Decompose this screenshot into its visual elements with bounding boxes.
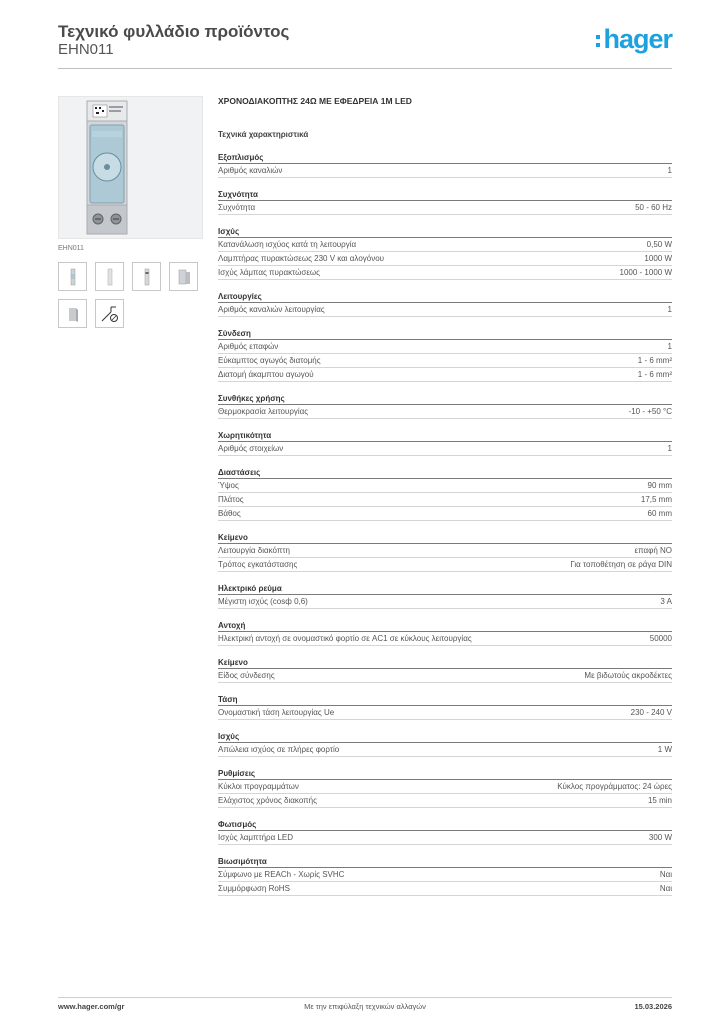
spec-value: 1 <box>667 305 672 314</box>
thumbnail-back-view[interactable] <box>132 262 161 291</box>
footer-website-link[interactable]: www.hager.com/gr <box>58 1002 125 1011</box>
spec-section-title: Εξοπλισμός <box>218 152 672 164</box>
product-image[interactable] <box>58 96 203 239</box>
spec-value: 50000 <box>649 634 672 643</box>
document-title: Τεχνικό φυλλάδιο προϊόντος <box>58 22 290 41</box>
spec-value: 1 <box>667 444 672 453</box>
spec-section-title: Σύνδεση <box>218 328 672 340</box>
spec-value: Κύκλος προγράμματος: 24 ώρες <box>557 782 672 791</box>
spec-section <box>218 532 672 572</box>
spec-value: 0,50 W <box>646 240 672 249</box>
spec-section <box>218 430 672 456</box>
spec-section <box>218 467 672 521</box>
spec-row <box>218 882 672 896</box>
spec-row <box>218 303 672 317</box>
footer-notice: Με την επιφύλαξη τεχνικών αλλαγών <box>304 1002 426 1011</box>
spec-value: Ναι <box>659 884 672 893</box>
spec-section-title: Κείμενο <box>218 657 672 669</box>
spec-value: 1000 - 1000 W <box>619 268 672 277</box>
logo-colon-icon <box>596 31 601 49</box>
spec-section <box>218 328 672 382</box>
spec-value: 1000 W <box>644 254 672 263</box>
features-title: Τεχνικά χαρακτηριστικά <box>218 130 309 139</box>
spec-row <box>218 405 672 419</box>
spec-label: Βάθος <box>218 509 241 518</box>
spec-label: Λαμπτήρας πυρακτώσεως 230 V και αλογόνου <box>218 254 385 263</box>
spec-label: Διατομή άκαμπτου αγωγού <box>218 370 314 379</box>
spec-row <box>218 201 672 215</box>
spec-label: Απώλεια ισχύος σε πλήρες φορτίο <box>218 745 340 754</box>
spec-section <box>218 731 672 757</box>
spec-label: Θερμοκρασία λειτουργίας <box>218 407 309 416</box>
spec-section-title: Διαστάσεις <box>218 467 672 479</box>
spec-label: Κύκλοι προγραμμάτων <box>218 782 299 791</box>
spec-row <box>218 868 672 882</box>
spec-section <box>218 694 672 720</box>
spec-row <box>218 479 672 493</box>
spec-section-title: Φωτισμός <box>218 819 672 831</box>
spec-label: Συμμόρφωση RoHS <box>218 884 290 893</box>
spec-row <box>218 780 672 794</box>
spec-section <box>218 819 672 845</box>
spec-label: Αριθμός καναλιών <box>218 166 283 175</box>
spec-row <box>218 544 672 558</box>
spec-label: Αριθμός στοιχείων <box>218 444 284 453</box>
spec-label: Ισχύς λαμπτήρα LED <box>218 833 294 842</box>
spec-value: Με βιδωτούς ακροδέκτες <box>584 671 672 680</box>
hager-logo: hager <box>596 24 672 55</box>
spec-section-title: Κείμενο <box>218 532 672 544</box>
spec-row <box>218 595 672 609</box>
spec-row <box>218 354 672 368</box>
spec-label: Ισχύς λάμπας πυρακτώσεως <box>218 268 321 277</box>
spec-section-title: Ρυθμίσεις <box>218 768 672 780</box>
spec-label: Ονομαστική τάση λειτουργίας Ue <box>218 708 335 717</box>
spec-section-title: Ισχύς <box>218 731 672 743</box>
specifications-column <box>218 96 672 907</box>
spec-value: Για τοποθέτηση σε ράγα DIN <box>570 560 672 569</box>
spec-value: 90 mm <box>647 481 672 490</box>
spec-row <box>218 266 672 280</box>
thumbnail-gallery <box>58 262 203 328</box>
spec-section <box>218 226 672 280</box>
spec-section-title: Ισχύς <box>218 226 672 238</box>
spec-label: Ύψος <box>218 481 239 490</box>
spec-value: 1 <box>667 342 672 351</box>
spec-value: 60 mm <box>647 509 672 518</box>
spec-label: Αριθμός επαφών <box>218 342 279 351</box>
specifications-table <box>218 152 672 896</box>
spec-section <box>218 393 672 419</box>
spec-row <box>218 164 672 178</box>
spec-label: Εύκαμπτος αγωγός διατομής <box>218 356 321 365</box>
document-header <box>58 20 672 69</box>
spec-value: 17,5 mm <box>640 495 672 504</box>
spec-label: Ελάχιστος χρόνος διακοπής <box>218 796 317 805</box>
spec-row <box>218 743 672 757</box>
document-footer <box>58 997 672 1012</box>
spec-section-title: Χωρητικότητα <box>218 430 672 442</box>
spec-label: Είδος σύνδεσης <box>218 671 275 680</box>
footer-date: 15.03.2026 <box>634 1002 672 1011</box>
spec-row <box>218 340 672 354</box>
product-code-heading: EHN011 <box>58 41 114 58</box>
spec-section <box>218 189 672 215</box>
product-name: ΧΡΟΝΟΔΙΑΚΟΠΤΗΣ 24Ω ΜΕ ΕΦΕΔΡΕΙΑ 1Μ LED <box>218 96 412 106</box>
spec-value: 1 W <box>657 745 672 754</box>
spec-section <box>218 856 672 896</box>
spec-row <box>218 442 672 456</box>
spec-section-title: Συνθήκες χρήσης <box>218 393 672 405</box>
spec-label: Συχνότητα <box>218 203 256 212</box>
spec-label: Κατανάλωση ισχύος κατά τη λειτουργία <box>218 240 357 249</box>
product-image-caption: EHN011 <box>58 245 84 252</box>
spec-label: Λειτουργία διακόπτη <box>218 546 290 555</box>
spec-label: Πλάτος <box>218 495 244 504</box>
spec-value: επαφή NO <box>634 546 672 555</box>
spec-row <box>218 252 672 266</box>
spec-label: Σύμφωνο με REACh - Χωρίς SVHC <box>218 870 345 879</box>
spec-value: 15 min <box>647 796 672 805</box>
thumbnail-front-view[interactable] <box>58 262 87 291</box>
spec-section <box>218 291 672 317</box>
spec-label: Τρόπος εγκατάστασης <box>218 560 298 569</box>
thumbnail-3d-model[interactable] <box>58 299 87 328</box>
spec-value: 3 A <box>660 597 672 606</box>
spec-section-title: Συχνότητα <box>218 189 672 201</box>
spec-section-title: Τάση <box>218 694 672 706</box>
thumbnail-side-view[interactable] <box>95 262 124 291</box>
spec-section <box>218 620 672 646</box>
wiring-diagram-icon[interactable] <box>95 299 124 328</box>
spec-row <box>218 493 672 507</box>
spec-section <box>218 768 672 808</box>
spec-section <box>218 583 672 609</box>
spec-section-title: Ηλεκτρικό ρεύμα <box>218 583 672 595</box>
spec-row <box>218 669 672 683</box>
spec-row <box>218 831 672 845</box>
spec-row <box>218 238 672 252</box>
spec-row <box>218 632 672 646</box>
spec-label: Μέγιστη ισχύς (cosф 0,6) <box>218 597 308 606</box>
spec-label: Ηλεκτρική αντοχή σε ονομαστικό φορτίο σε AC1 σε κύκλους λειτουργίας <box>218 634 472 643</box>
product-media-column <box>58 96 203 336</box>
spec-row <box>218 558 672 572</box>
spec-label: Αριθμός καναλιών λειτουργίας <box>218 305 325 314</box>
spec-value: 1 - 6 mm² <box>637 370 672 379</box>
spec-row <box>218 507 672 521</box>
spec-value: 300 W <box>648 833 672 842</box>
spec-section-title: Αντοχή <box>218 620 672 632</box>
thumbnail-angle-view[interactable] <box>169 262 198 291</box>
spec-row <box>218 706 672 720</box>
spec-value: 1 - 6 mm² <box>637 356 672 365</box>
spec-value: 230 - 240 V <box>630 708 672 717</box>
spec-section-title: Βιωσιμότητα <box>218 856 672 868</box>
spec-value: 50 - 60 Hz <box>635 203 672 212</box>
spec-section-title: Λειτουργίες <box>218 291 672 303</box>
spec-value: 1 <box>667 166 672 175</box>
spec-row <box>218 368 672 382</box>
spec-row <box>218 794 672 808</box>
spec-value: Ναι <box>659 870 672 879</box>
spec-section <box>218 657 672 683</box>
spec-section <box>218 152 672 178</box>
spec-value: -10 - +50 °C <box>628 407 672 416</box>
